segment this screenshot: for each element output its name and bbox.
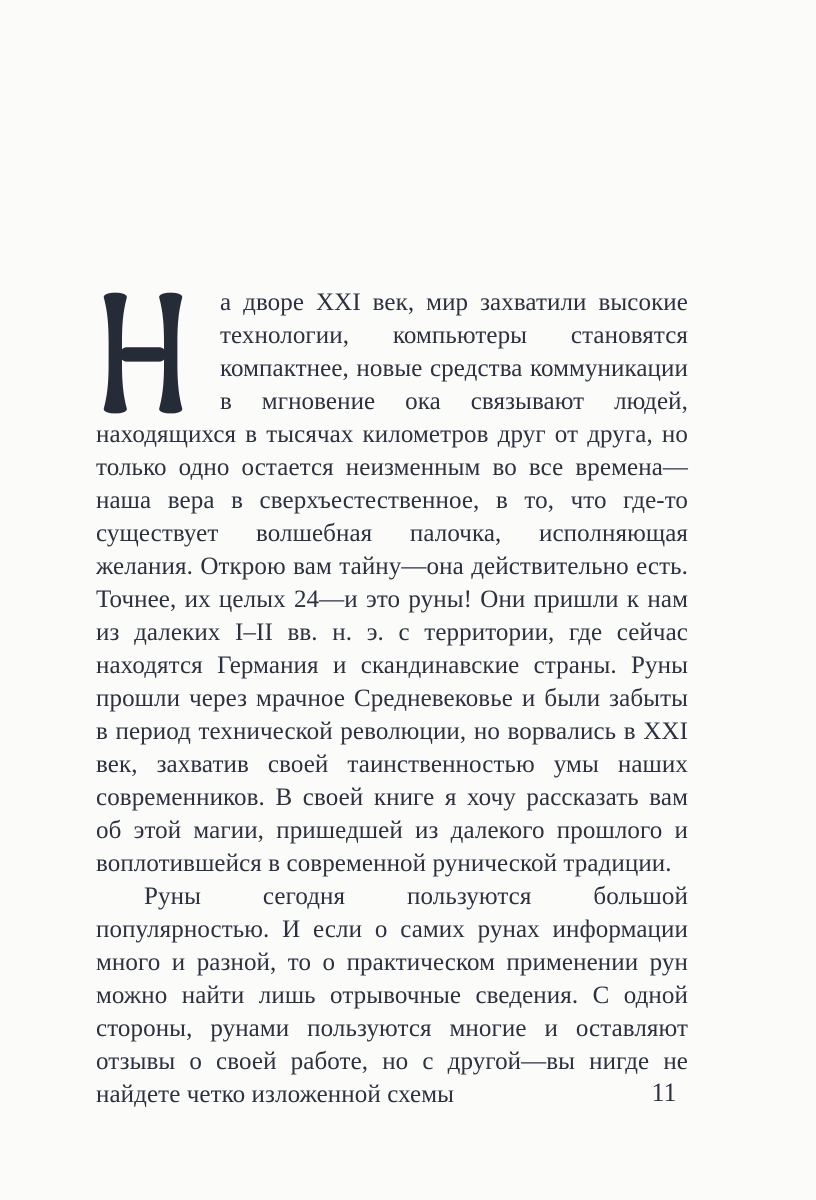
drop-cap <box>96 286 220 417</box>
second-paragraph: Руны сегодня пользуются большой популярностью. И если о самих рунах информации много и разной, то о практическом применении рун можно найти лишь отрывочные сведения. С одной стороны, рунами пользуются многие и оставляют отзывы о своей работе, но с другой—вы нигде не найдете четко изложенной схемы <box>96 883 688 1108</box>
page-number: 11 <box>651 1078 677 1107</box>
text-block <box>96 286 688 1111</box>
opening-paragraph <box>96 286 688 880</box>
opening-paragraph-text: а дворе XXI век, мир захватили высокие технологии, компьютеры становятся компактнее, новые средства коммуникации в мгновение ока связывают людей, находящихся в тысячах километров друг от друга, но только одно остается неизменным во все времена—наша вера в сверхъестественное, в то, что где-то существует волшебная палочка, исполняющая желания. Открою вам тайну—она действительно есть. Точнее, их целых 24—и это руны! Они пришли к нам из далеких I–II вв. н. э. с территории, где сейчас находятся Германия и скандинавские страны. Руны прошли через мрачное Средневековье и были забыты в период технической революции, но ворвались в XXI век, захватив своей таинственностью умы наших современников. В своей книге я хочу рассказать вам об этой магии, пришедшей из далекого прошлого и воплотившейся в современной рунической традиции. <box>96 289 688 877</box>
drop-cap-letter-icon <box>96 289 190 417</box>
